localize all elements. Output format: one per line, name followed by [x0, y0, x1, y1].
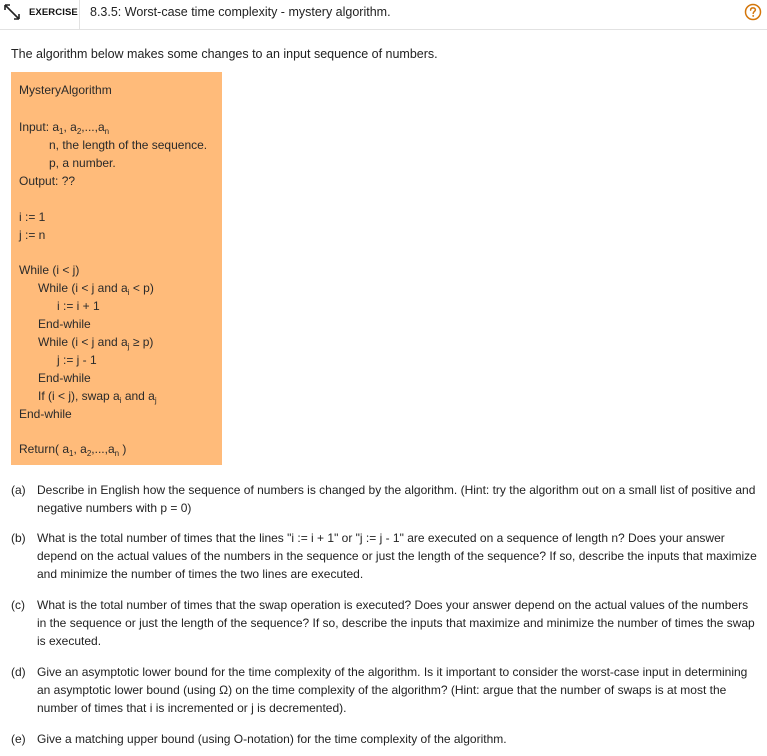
- question-text: Give an asymptotic lower bound for the time complexity of the algorithm. Is it important to consider the worst-case input in determining an asymptotic lower bound (using Ω) on the time complexity of the algorithm? (Hint: argue that the number of swaps is at most the number of times that i is incremented or j is decremented).: [37, 665, 748, 715]
- algorithm-box: [11, 72, 222, 465]
- init-i-line: i := 1: [19, 210, 46, 224]
- init-j-line: j := n: [19, 228, 46, 242]
- help-icon[interactable]: [744, 3, 762, 21]
- input-p-line: p, a number.: [49, 156, 116, 170]
- while-outer-line: While (i < j): [19, 263, 80, 277]
- question-text: Give a matching upper bound (using O-notation) for the time complexity of the algorithm.: [37, 732, 507, 746]
- question-letter: (a): [11, 483, 26, 497]
- question-text: What is the total number of times that the swap operation is executed? Does your answer depend on the actual values of the numbers in the sequence or just the length of the sequence? If so, describe the inputs that maximize and minimize the number of times the swap is executed.: [37, 598, 755, 648]
- question-letter: (d): [11, 665, 26, 679]
- while-inner-2-line: While (i < j and $a_j \ge p$): [38, 335, 154, 351]
- question-text: What is the total number of times that the lines "i := i + 1" or "j := j - 1" are executed on a sequence of length n? Does your answer depend on the actual values of the numbers in the sequence or just the length of the sequence? If so, describe the inputs that maximize and minimize the number of times the two lines are executed.: [37, 531, 757, 581]
- end-while-inner-2-line: End-while: [38, 371, 91, 385]
- input-line: Input: $a_1$, $a_2,...,a_n$: [19, 120, 110, 136]
- algorithm-name: MysteryAlgorithm: [19, 83, 112, 97]
- question-text: Describe in English how the sequence of numbers is changed by the algorithm. (Hint: try the algorithm out on a small list of positive and negative numbers with p = 0): [37, 483, 756, 515]
- input-n-line: n, the length of the sequence.: [49, 138, 208, 152]
- question-letter: (c): [11, 598, 25, 612]
- collapse-arrows-icon[interactable]: [3, 3, 21, 21]
- exercise-header: [0, 0, 767, 30]
- exercise-title: 8.3.5: Worst-case time complexity - mystery algorithm.: [90, 5, 391, 19]
- exercise-label: EXERCISE: [29, 7, 78, 18]
- header-divider: [79, 0, 80, 30]
- question-letter: (e): [11, 732, 26, 746]
- increment-i-line: i := i + 1: [57, 299, 100, 313]
- decrement-j-line: j := j - 1: [57, 353, 97, 367]
- question-letter: (b): [11, 531, 26, 545]
- end-while-inner-1-line: End-while: [38, 317, 91, 331]
- intro-text: The algorithm below makes some changes to an input sequence of numbers.: [11, 47, 438, 61]
- if-swap-line: If (i < j), swap $a_i$ and $a_j$: [38, 389, 157, 405]
- while-inner-1-line: While (i < j and $a_i < p$): [38, 281, 154, 297]
- output-line: Output: ??: [19, 174, 76, 188]
- return-line: Return( $a_1$, $a_2,...,a_n$ ): [19, 442, 127, 458]
- end-while-outer-line: End-while: [19, 407, 72, 421]
